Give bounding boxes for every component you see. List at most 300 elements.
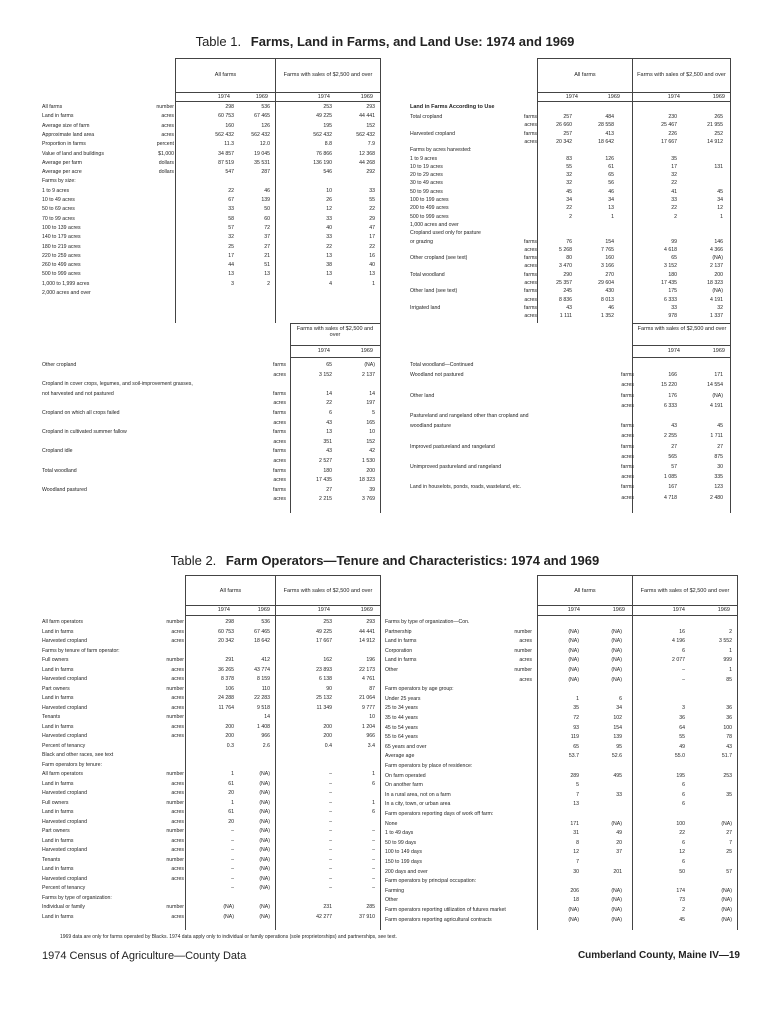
cell-value: 536 [261,619,270,625]
row-label: Farms by type of organization: [42,894,112,901]
cell-value: 33 [369,187,375,194]
row-unit: acres [161,113,174,120]
table-row [42,724,377,731]
cell-value: 12 [717,205,723,212]
cell-value: (NA) [611,907,622,913]
cell-value: 27 [717,443,723,450]
cell-value: 102 [613,715,622,721]
cell-value: 78 [726,734,732,741]
table-row [42,391,377,398]
cell-value: 201 [613,868,622,875]
cell-value: 28 558 [598,122,614,129]
row-label: Land in farms [385,638,417,645]
header-sales: Farms with sales of $2,500 and over [275,59,380,91]
row-unit: acres [273,371,286,378]
cell-value: 335 [714,474,723,481]
cell-value: 22 [566,205,572,212]
cell-value: 18 [573,897,579,904]
cell-value: 562 432 [313,131,332,138]
cell-value: – [329,875,332,882]
cell-value: (NA) [712,392,723,399]
cell-value: 2 [569,213,572,220]
cell-value: – [329,818,332,825]
cell-value: – [329,828,332,834]
cell-value: 0.3 [226,742,234,749]
table1-left-header [175,58,380,93]
cell-value: 25 467 [661,122,677,129]
table-row [385,638,735,645]
cell-value: 1 [576,695,579,702]
table-row [385,897,735,904]
cell-value: (NA) [259,875,270,882]
cell-value: 22 [326,400,332,407]
row-label: woodland pasture [410,423,451,430]
table-row [410,255,730,262]
row-label: 2,000 acres and over [42,290,91,296]
row-label: Improved pastureland and rangeland [410,443,495,450]
cell-value: (NA) [611,638,622,645]
cell-value: 206 [570,887,579,894]
cell-value: 12 368 [359,150,375,157]
row-unit: percent [156,141,174,148]
row-label: not harvested and not pastured [42,390,114,397]
table-row [385,619,735,626]
cell-value: – [231,856,234,863]
cell-value: 547 [225,169,234,176]
row-label: 65 years and over [385,743,427,750]
year: 1969 [712,94,725,100]
row-label: 200 days and over [385,868,428,875]
cell-value: – [372,856,375,863]
cell-value: 7 [729,839,732,846]
table-row [385,888,735,895]
table-row [410,280,730,287]
row-label: Woodland not pastured [410,372,464,379]
table-row [385,801,735,808]
cell-value: 22 [671,205,677,212]
cell-value: 6 [682,859,685,865]
cell-value: 45 [679,916,685,923]
cell-value: 154 [605,238,614,245]
cell-value: 139 [613,734,622,741]
cell-value: 290 [563,271,572,278]
table-row [42,733,377,740]
cell-value: 1 [372,771,375,777]
row-label: In a rural area, not on a farm [385,791,451,798]
cell-value: 65 [573,743,579,750]
cell-value: 2 [267,280,270,287]
table-row [385,648,735,655]
table-row [385,629,735,636]
cell-value: 253 [323,619,332,625]
row-label: Harvested cropland [42,676,87,682]
cell-value: 270 [605,271,614,278]
table-row [42,885,377,892]
table-row [42,477,377,484]
cell-value: 3 769 [362,496,375,503]
table-row [410,131,730,138]
cell-value: 9 777 [362,704,375,711]
row-unit: farms [273,390,286,397]
cell-value: 87 [369,685,375,692]
table-row [410,393,730,400]
cell-value: (NA) [611,647,622,654]
row-unit: number [166,904,184,910]
cell-value: 22 [228,187,234,194]
cell-value: 55 [679,734,685,741]
cell-value: 40 [326,224,332,231]
cell-value: 14 [264,714,270,720]
row-unit: number [166,856,184,863]
cell-value: 22 283 [254,695,270,701]
table-row [385,907,735,914]
row-label: Cropland in cover crops, legumes, and soil-improvement grasses, [42,381,193,388]
row-label: Full owners [42,657,69,663]
cell-value: 31 [573,830,579,837]
cell-value: 3 [682,705,685,712]
row-label: Other [385,897,398,904]
header-all-farms: All farms [175,59,275,91]
row-label: Woodland pastured [42,486,87,493]
table-row [42,496,377,503]
cell-value: 20 342 [556,138,572,145]
row-label: Under 25 years [385,695,421,702]
table-row [410,474,730,481]
table-row [385,725,735,732]
cell-value: 1 [372,280,375,287]
row-unit: farms [524,304,537,311]
year: 1969 [360,94,373,100]
cell-value: 253 [723,772,732,779]
cell-value: 165 [366,419,375,426]
cell-value: 33 [671,197,677,203]
table-row [410,247,730,254]
table-row [42,762,377,769]
row-label: Farms by type of organization—Con. [385,619,470,625]
cell-value: 56 [608,180,614,187]
cell-value: 8 159 [257,676,270,682]
cell-value: 265 [714,114,723,120]
table-row [410,114,730,121]
cell-value: 25 [228,243,234,250]
row-label: Farm operators reporting days of work off farm: [385,811,494,817]
cell-value: 6 138 [319,676,332,682]
row-unit: acres [524,313,537,320]
cell-value: 131 [714,163,723,170]
cell-value: 44 441 [359,628,375,635]
row-label: Harvested cropland [42,847,87,853]
cell-value: 43 [326,448,332,455]
row-label: On farm operated [385,772,426,779]
cell-value: (NA) [259,780,270,787]
cell-value: 17 667 [661,138,677,145]
cell-value: – [329,771,332,777]
header-all-farms: All farms [185,576,275,606]
row-unit: acres [273,458,286,464]
cell-value: 13 [369,271,375,278]
table-row [410,139,730,146]
year: 1974 [565,94,578,100]
table-row [410,197,730,204]
cell-value: 3 152 [319,371,332,378]
row-unit: number [514,628,532,635]
cell-value: 32 [717,304,723,311]
table-row [42,271,377,278]
cell-value: 6 [372,780,375,787]
cell-value: – [372,828,375,834]
table-row [42,781,377,788]
cell-value: 1 085 [664,474,677,481]
table-row [42,828,377,835]
row-unit: farms [273,467,286,474]
row-unit: farms [621,392,634,399]
cell-value: 76 [566,238,572,245]
cell-value: 32 [228,234,234,241]
cell-value: 27 [726,830,732,837]
row-label: Full owners [42,799,69,806]
row-label: Land in farms [42,666,74,673]
row-label: Land in farms [42,913,74,920]
row-unit: number [156,104,174,110]
cell-value: – [372,885,375,891]
cell-value: 298 [225,619,234,625]
row-unit: acres [171,780,184,787]
cell-value: 6 [619,695,622,702]
row-unit: farms [273,486,286,493]
cell-value: 15 220 [661,382,677,389]
cell-value: 65 [671,255,677,262]
row-label: Average per farm [42,159,82,166]
row-label: 100 to 149 days [385,849,422,856]
row-unit: acres [524,246,537,253]
row-unit: acres [524,280,537,286]
table-row [385,792,735,799]
row-label: Average per acre [42,169,82,176]
cell-value: 6 [682,791,685,798]
row-label: 100 to 139 acres [42,224,81,231]
table-row [410,305,730,312]
row-label: Value of land and buildings [42,150,104,157]
table-row [42,420,377,427]
cell-value: 293 [366,104,375,110]
cell-value: 14 912 [707,138,723,145]
cell-value: 3 152 [664,263,677,270]
cell-value: 45 [566,188,572,195]
row-label: 180 to 219 acres [42,243,81,250]
row-label: Part owners [42,828,70,834]
cell-value: 90 [326,685,332,692]
cell-value: 34 [608,197,614,203]
cell-value: 999 [723,657,732,664]
cell-value: 2 [674,213,677,220]
cell-value: 21 955 [707,122,723,129]
cell-value: 13 [608,205,614,212]
cell-value: (NA) [568,907,579,913]
table-row [42,169,377,176]
row-label: Land in houselots, ponds, roads, wasteland, etc. [410,484,522,491]
cell-value: (NA) [712,288,723,295]
cell-value: 6 [329,410,332,416]
cell-value: 26 [326,197,332,203]
row-label: 50 to 99 acres [410,188,443,195]
row-unit: acres [621,382,634,389]
cell-value: (NA) [223,913,234,920]
cell-value: – [329,790,332,796]
year: 1969 [612,607,625,613]
cell-value: 43 [671,423,677,430]
cell-value: 1 [231,799,234,806]
row-label: 1 to 49 days [385,830,414,837]
cell-value: 176 [668,392,677,399]
cell-value: 166 [668,372,677,379]
row-unit: farms [621,372,634,379]
row-unit: dollars [158,169,174,176]
row-unit: acres [171,913,184,920]
right-heading: Land in Farms According to Use [410,104,495,110]
cell-value: 46 [608,304,614,311]
row-label: Proportion in farms [42,141,86,148]
cell-value: 245 [563,288,572,295]
row-label: Other cropland (see text) [410,255,468,262]
row-label: Approximate land area [42,131,95,138]
footer-publication: 1974 Census of Agriculture—County Data [42,950,247,962]
row-label: 1,000 acres and over [410,221,459,228]
row-unit: farms [621,484,634,491]
cell-value: 200 [225,723,234,730]
cell-value: (NA) [611,667,622,673]
row-label: Corporation [385,647,413,654]
table-row [410,297,730,304]
cell-value: 26 660 [556,122,572,129]
year: 1969 [257,607,270,613]
row-label: 70 to 99 acres [42,215,75,222]
cell-value: 41 [671,188,677,195]
row-unit: farms [524,130,537,137]
cell-value: 61 [228,780,234,787]
cell-value: 17 435 [316,477,332,484]
row-unit: acres [171,733,184,739]
cell-value: 152 [366,122,375,129]
table-row [42,281,377,288]
row-unit: acres [524,296,537,303]
cell-value: 21 064 [359,695,375,701]
cell-value: 72 [264,224,270,231]
row-unit: acres [621,402,634,409]
table-row [42,847,377,854]
cell-value: (NA) [721,916,732,923]
table2-right-header [537,575,737,606]
cell-value: 49 225 [316,113,332,120]
row-label: or grazing [410,238,434,245]
cell-value: 10 [369,714,375,720]
row-unit: acres [524,122,537,129]
row-unit: farms [273,429,286,436]
cell-value: 50 [264,206,270,213]
row-label: 220 to 259 acres [42,252,81,259]
cell-value: (NA) [611,657,622,664]
table-row [42,225,377,232]
cell-value: 53.7 [568,753,579,760]
cell-value: – [372,866,375,872]
table2-title-text: Farm Operators—Tenure and Characteristics: 1974 and 1969 [225,553,600,568]
row-label: Unimproved pastureland and rangeland [410,464,502,470]
row-unit: acres [273,419,286,426]
cell-value: 562 432 [251,131,270,138]
table2-title [0,553,770,568]
cell-value: 37 [264,234,270,241]
cell-value: 23 893 [316,666,332,673]
cell-value: 36 265 [218,666,234,673]
cell-value: 3 552 [719,638,732,645]
cell-value: (NA) [712,255,723,262]
cell-value: 291 [225,657,234,663]
row-label: All farm operators [42,619,83,625]
cell-value: 119 [570,734,579,741]
row-unit: number [166,657,184,663]
table-row [410,433,730,440]
table-row [42,290,377,297]
cell-value: 8 013 [601,296,614,303]
cell-value: 83 [566,155,572,162]
row-unit: acres [171,723,184,730]
cell-value: 3 [231,280,234,287]
cell-value: 33 [616,791,622,798]
header-all-farms: All farms [537,576,632,606]
cell-value: (NA) [259,856,270,863]
cell-value: 4 718 [664,494,677,501]
row-unit: acres [171,676,184,682]
row-label: 55 to 64 years [385,734,418,741]
cell-value: 413 [605,130,614,137]
cell-value: 1 711 [710,433,723,440]
cell-value: (NA) [223,904,234,910]
cell-value: 6 333 [664,402,677,409]
row-label: Average size of farm [42,122,90,129]
cell-value: (NA) [611,820,622,827]
table-row [42,705,377,712]
cell-value: 252 [714,130,723,137]
cell-value: 8 378 [221,676,234,682]
row-unit: farms [524,238,537,245]
cell-value: 16 [679,628,685,635]
cell-value: 2 137 [710,263,723,270]
row-label: Farms by tenure of farm operator: [42,647,120,654]
row-label: 10 to 49 acres [42,197,75,203]
cell-value: 32 [566,180,572,187]
row-label: Farming [385,887,405,894]
cell-value: 257 [563,114,572,120]
cell-value: 7 [576,859,579,865]
cell-value: – [372,875,375,882]
row-unit: acres [171,837,184,844]
row-label: 50 to 69 acres [42,206,75,213]
table-row [42,857,377,864]
lower-sales-header: Farms with sales of $2,500 and over [296,326,374,338]
table-row [42,197,377,204]
row-unit: acres [621,494,634,501]
row-label: Irrigated land [410,304,441,311]
cell-value: 43 [726,743,732,750]
table-row [42,362,377,369]
year: 1974 [317,94,330,100]
row-label: Land in farms [385,657,417,664]
row-label: Cropland used only for pasture [410,230,481,237]
cell-value: 57 [228,224,234,231]
cell-value: 22 [671,180,677,187]
table-row [410,239,730,246]
cell-value: 32 [671,172,677,179]
row-label: Other [385,667,398,673]
